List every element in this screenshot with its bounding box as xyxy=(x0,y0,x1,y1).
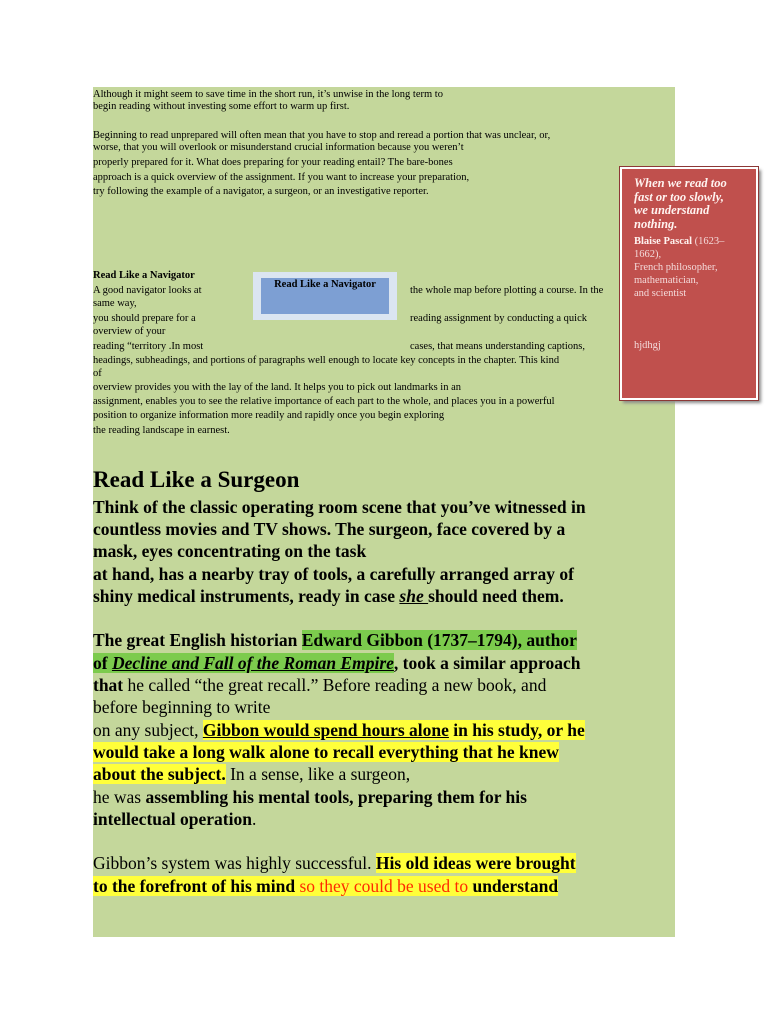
navigator-text: A good navigator looks at xyxy=(93,285,202,296)
surgeon-p2-line: would take a long walk alone to recall everything that he knew xyxy=(93,742,559,762)
intro-line: Although it might seem to save time in the short run, it’s unwise in the long term to xyxy=(93,89,443,100)
intro-line: properly prepared for it. What does preparing for your reading entail? The bare-bones xyxy=(93,157,453,168)
navigator-text-box xyxy=(253,272,397,320)
surgeon-p1-line: countless movies and TV shows. The surgeon, face covered by a xyxy=(93,519,566,539)
navigator-text: overview provides you with the lay of the land. It helps you to pick out landmarks in an xyxy=(93,382,462,393)
surgeon-p1-line: Think of the classic operating room scene that you’ve witnessed in xyxy=(93,497,586,517)
surgeon-p3-line: to the forefront of his mind so they could be used to understand xyxy=(93,876,559,896)
surgeon-p1-line: mask, eyes concentrating on the task xyxy=(93,541,367,561)
surgeon-p2-line: that he called “the great recall.” Before reading a new book, and xyxy=(93,675,547,695)
surgeon-heading: Read Like a Surgeon xyxy=(93,467,300,492)
navigator-text: of xyxy=(93,368,102,379)
quote-years: 1662), xyxy=(634,249,662,260)
navigator-text: overview of your xyxy=(93,326,166,337)
navigator-text: reading assignment by conducting a quick xyxy=(410,313,587,324)
surgeon-p1-line: at hand, has a nearby tray of tools, a carefully arranged array of xyxy=(93,564,574,584)
quote-text: When we read too fast or too slowly, we understand nothing. xyxy=(634,176,727,231)
surgeon-p2-line: he was assembling his mental tools, preparing them for his xyxy=(93,787,527,807)
surgeon-p2-line: before beginning to write xyxy=(93,697,271,717)
quote-desc: French philosopher, xyxy=(634,262,718,273)
navigator-text: you should prepare for a xyxy=(93,313,196,324)
quote-desc: and scientist xyxy=(634,288,687,299)
navigator-text: same way, xyxy=(93,298,137,309)
quote-author: Blaise Pascal (1623– xyxy=(634,236,725,247)
navigator-text: the whole map before plotting a course. In the xyxy=(410,285,604,296)
navigator-text-box-label: Read Like a Navigator xyxy=(261,278,389,314)
navigator-text: headings, subheadings, and portions of paragraphs well enough to locate key concepts in the chapter. This kind xyxy=(93,355,560,366)
surgeon-p1-line: shiny medical instruments, ready in case she should need them. xyxy=(93,586,564,606)
surgeon-p2-line: of Decline and Fall of the Roman Empire, took a similar approach xyxy=(93,653,581,673)
surgeon-p2-line: The great English historian Edward Gibbon (1737–1794), author xyxy=(93,630,577,650)
surgeon-p3-line: Gibbon’s system was highly successful. His old ideas were brought xyxy=(93,853,576,873)
navigator-heading: Read Like a Navigator xyxy=(93,270,195,281)
navigator-text: cases, that means understanding captions, xyxy=(410,341,585,352)
intro-line: approach is a quick overview of the assignment. If you want to increase your preparation, xyxy=(93,172,470,183)
quote-desc: mathematician, xyxy=(634,275,699,286)
navigator-text: reading “territory .In most xyxy=(93,341,204,352)
navigator-text: the reading landscape in earnest. xyxy=(93,425,230,436)
intro-line: try following the example of a navigator, a surgeon, or an investigative reporter. xyxy=(93,186,429,197)
navigator-text: position to organize information more readily and rapidly once you begin exploring xyxy=(93,410,445,421)
intro-line: Beginning to read unprepared will often mean that you have to stop and reread a portion that was unclear, or, xyxy=(93,130,551,141)
intro-line: worse, that you will overlook or misunderstand crucial information because you weren’t xyxy=(93,142,464,153)
quote-extra: hjdhgj xyxy=(634,340,661,351)
surgeon-p2-line: on any subject, Gibbon would spend hours alone in his study, or he xyxy=(93,720,585,740)
pull-quote-box xyxy=(620,167,758,400)
surgeon-p2-line: about the subject. In a sense, like a surgeon, xyxy=(93,764,411,784)
surgeon-p2-line: intellectual operation. xyxy=(93,809,257,829)
intro-line: begin reading without investing some effort to warm up first. xyxy=(93,101,350,112)
navigator-text: assignment, enables you to see the relative importance of each part to the whole, and places you in a powerful xyxy=(93,396,555,407)
